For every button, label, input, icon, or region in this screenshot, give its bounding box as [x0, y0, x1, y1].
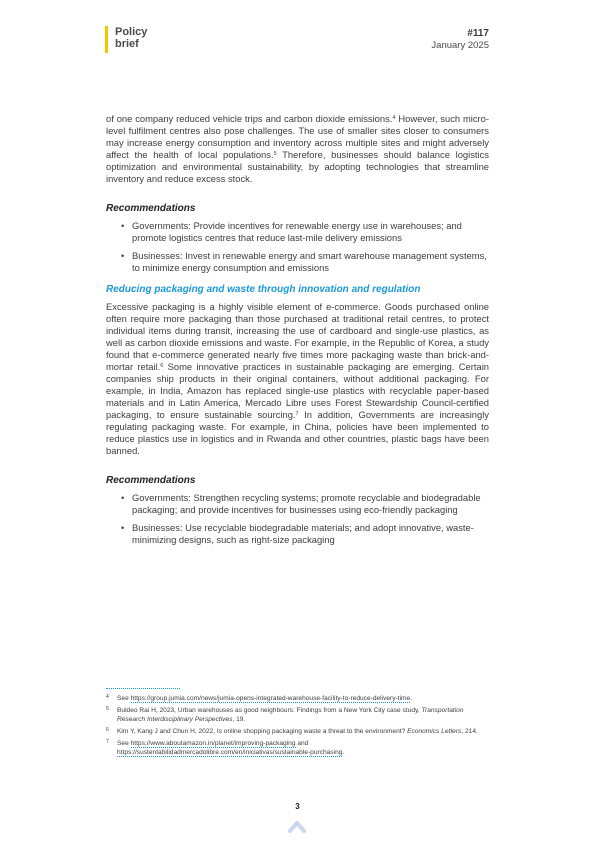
- footnote-ref-4[interactable]: 4: [392, 115, 396, 121]
- footnote-text: and: [295, 740, 309, 747]
- footnote-text: See: [117, 695, 131, 702]
- recommendations-list-2: [106, 492, 489, 546]
- footnote-6: [106, 727, 489, 736]
- main-content: [106, 113, 489, 552]
- section-text-1: Excessive packaging is a highly visible element of e-commerce. Goods purchased online often require more packaging than those purchased at traditional retail centres, to protect individual items during transit, increasing the use of cardboard and single-use plastics, as well as carbon dioxide emissions and waste. For example, in the Republic of Korea, a study found that e-commerce generated nearly five times more packaging waste than brick-and-mortar retail.: [106, 301, 489, 372]
- intro-text-3: Therefore, businesses should balance logistics optimization and environmental sustainability, by adopting technologies that streamline inventory and reduce excess stock.: [106, 149, 489, 184]
- footnote-number: 6: [106, 727, 109, 733]
- recommendations-heading-2: Recommendations: [106, 475, 196, 486]
- footnote-link[interactable]: https://www.aboutamazon.in/planet/improving-packaging: [130, 740, 296, 747]
- chevron-up-icon: [287, 819, 307, 833]
- footnote-ref-7[interactable]: 7: [295, 411, 299, 417]
- footnote-text: Buldeo Rai H, 2023, Urban warehouses as good neighbours: Findings from a New York City case study,: [117, 707, 422, 714]
- footnotes: [106, 694, 489, 760]
- footnote-text: , 19.: [232, 716, 246, 723]
- issue-meta: [431, 28, 489, 52]
- intro-text-1: of one company reduced vehicle trips and carbon dioxide emissions.: [106, 113, 393, 124]
- brand-logo: [105, 26, 147, 53]
- footnote-4: [106, 694, 489, 703]
- footnote-number: 4: [106, 694, 109, 700]
- section-text-2: Some innovative practices in sustainable packaging are emerging. Certain companies ship products in their original containers, without additional packaging. For example, in India, Amazon has replaced single-use plastics with recyclable paper-based materials and in Latin America, Mercado Libre uses Forest Stewardship Council-certified packaging, to ensure sustainable sourcing.: [106, 361, 489, 420]
- footnote-5: [106, 706, 489, 724]
- footnote-text: .: [410, 695, 413, 702]
- footnote-ref-6[interactable]: 6: [160, 363, 164, 369]
- intro-text-2: However, such micro-level fulfilment centres also pose challenges. The use of smaller sites closer to consumers may increase energy consumption and inventory across multiple sites and might adversely affect the health of local populations.: [106, 113, 489, 160]
- footnote-text: Kim Y, Kang J and Chun H, 2022, Is online shopping packaging waste a threat to the environment?: [117, 728, 408, 735]
- footnote-link[interactable]: https://group.jumia.com/news/jumia-opens-integrated-warehouse-facility-to-reduce-delivery-time: [130, 695, 411, 702]
- issue-number: #117: [467, 28, 489, 39]
- issue-date: January 2025: [431, 40, 489, 51]
- recommendations-heading-1: Recommendations: [106, 203, 196, 214]
- recommendation-item: • Businesses: Invest in renewable energy and smart warehouse management systems, to minimize energy consumption and emissions: [121, 250, 489, 274]
- footnote-link[interactable]: https://sustentabilidadmercadolibre.com/en/iniciativas/sustainable-purchasing: [117, 749, 343, 756]
- section-heading: Reducing packaging and waste through innovation and regulation: [106, 284, 421, 295]
- footnote-ref-5[interactable]: 5: [273, 151, 277, 157]
- footnote-journal: Economics Letters: [407, 728, 462, 735]
- section-text-3: In addition, Governments are increasingly regulating packaging waste. For example, in China, policies have been implemented to reduce plastics use in logistics and in Rwanda and other countries, plastic bags have been banned.: [106, 409, 489, 456]
- footnote-journal: Transportation Research Interdisciplinary Perspectives: [117, 707, 464, 723]
- footnote-text: See: [117, 740, 131, 747]
- brand-line-policy: Policy: [115, 26, 148, 38]
- page-number: 3: [295, 802, 300, 811]
- section-paragraph: [106, 301, 489, 457]
- footnote-text: , 214.: [461, 728, 478, 735]
- recommendation-item: • Governments: Provide incentives for renewable energy use in warehouses; and promote logistics centres that reduce last-mile delivery emissions: [121, 220, 489, 244]
- recommendations-list-1: [106, 220, 489, 274]
- intro-paragraph: [106, 113, 489, 185]
- brand-line-brief: brief: [115, 38, 139, 50]
- footnote-7: [106, 739, 489, 757]
- back-to-top-button[interactable]: [287, 819, 307, 833]
- recommendation-item: • Governments: Strengthen recycling systems; promote recyclable and biodegradable packaging; and provide incentives for businesses using eco-friendly packaging: [121, 492, 489, 516]
- footnote-divider: [106, 688, 180, 689]
- footnote-text: .: [342, 749, 345, 756]
- footnote-number: 7: [106, 739, 109, 745]
- footnote-number: 5: [106, 706, 109, 712]
- recommendation-item: • Businesses: Use recyclable biodegradable materials; and adopt innovative, waste-minimizing designs, such as right-size packaging: [121, 522, 489, 546]
